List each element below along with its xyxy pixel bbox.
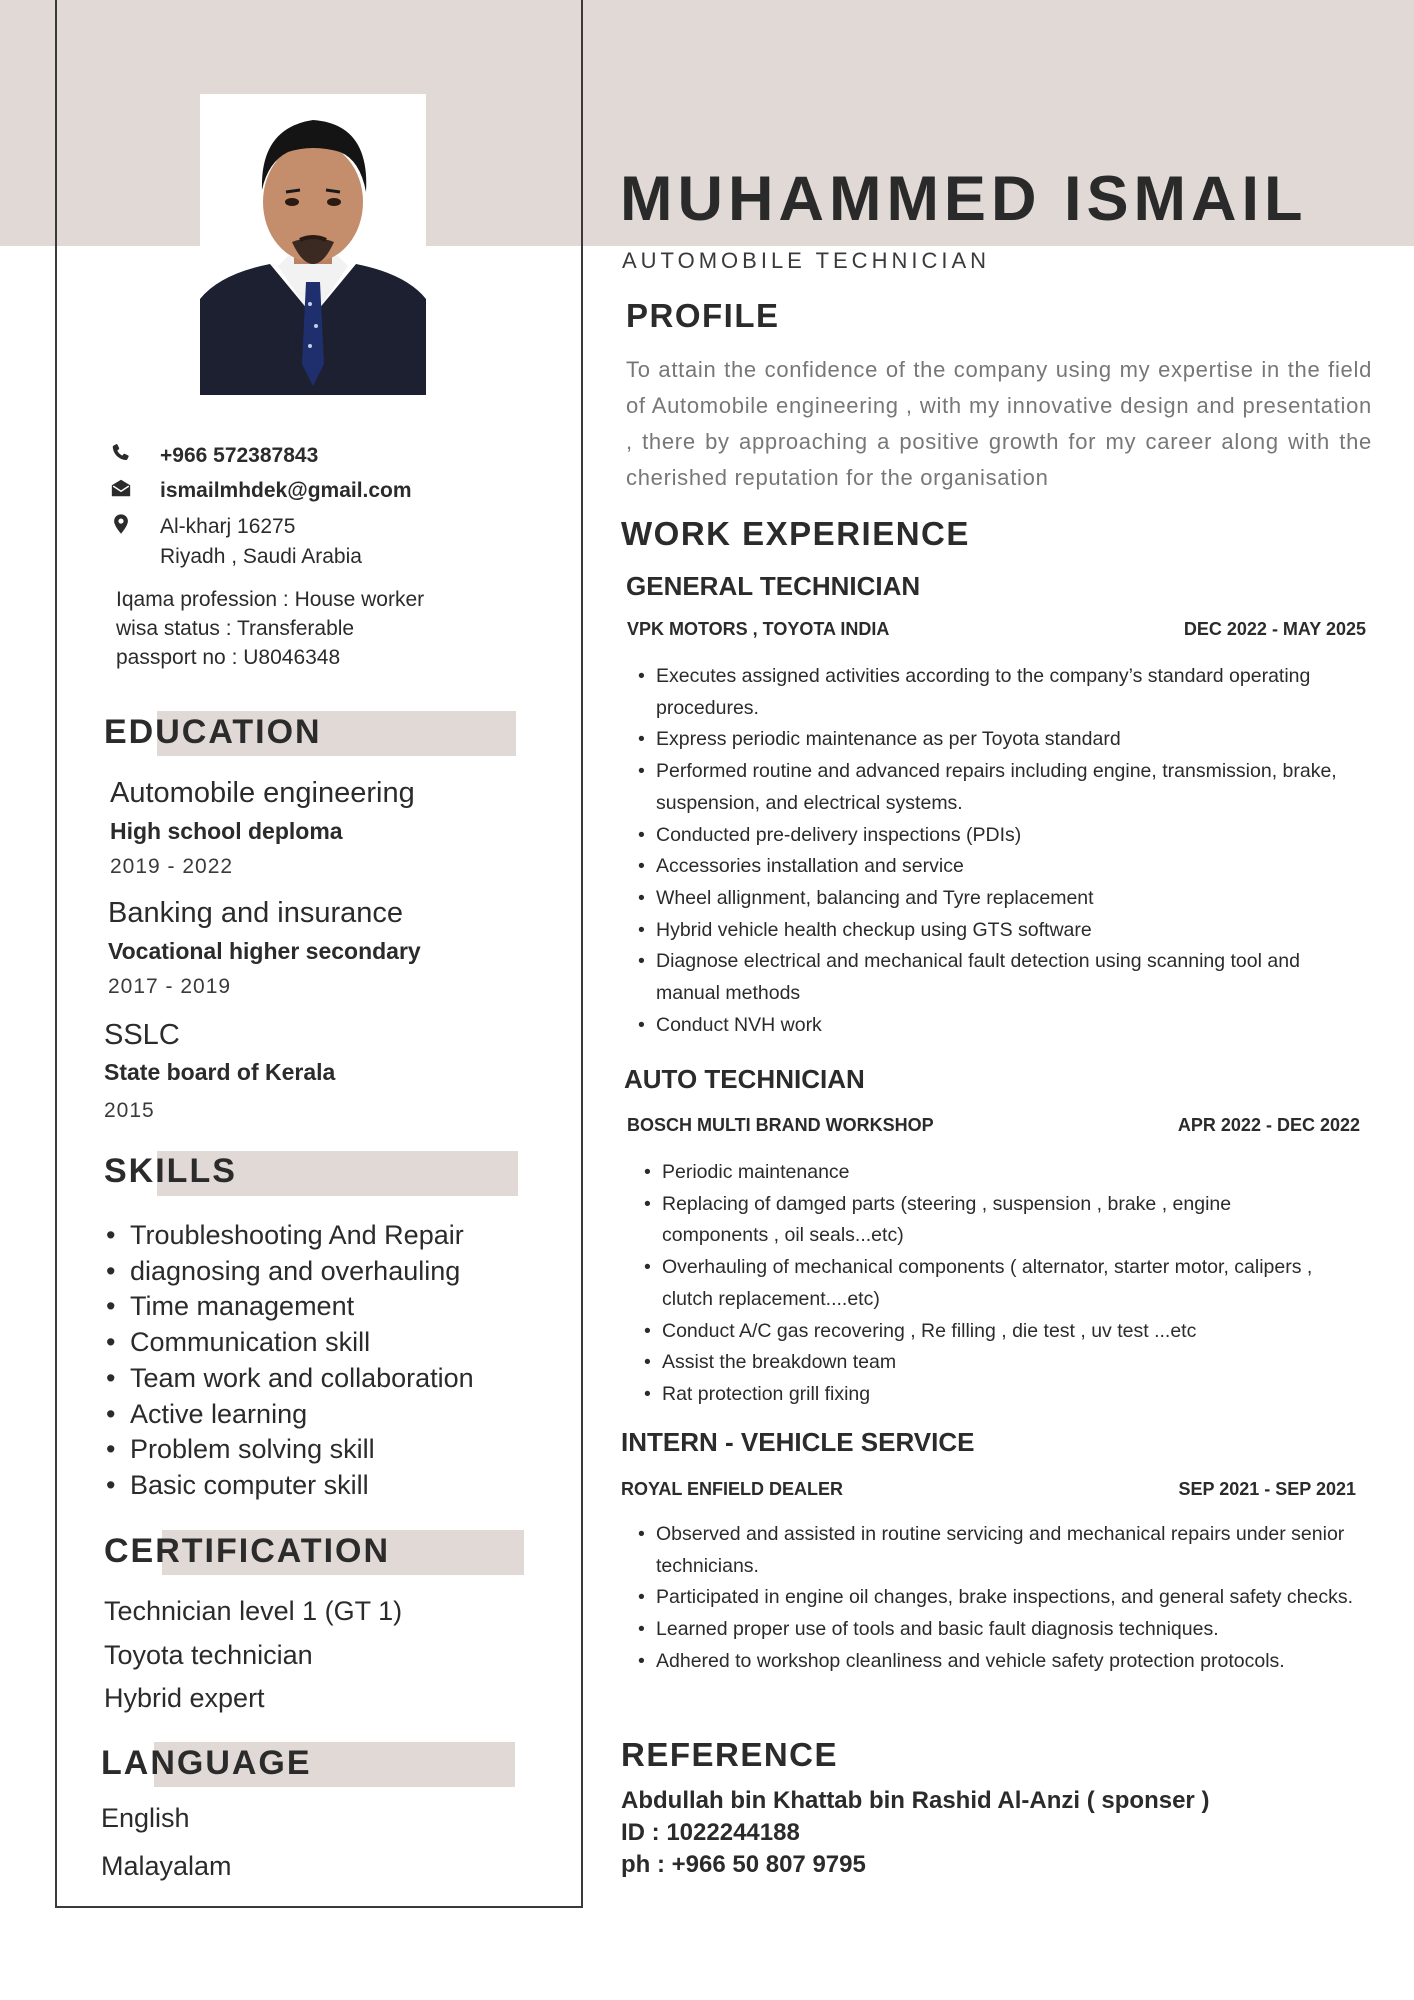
job-1-title: GENERAL TECHNICIAN	[626, 571, 921, 601]
list-item: • Rat protection grill fixing	[642, 1379, 1322, 1411]
job-1-dates: DEC 2022 - MAY 2025	[1183, 619, 1366, 639]
job-2-dates: APR 2022 - DEC 2022	[1177, 1115, 1360, 1135]
skills-list	[104, 1218, 474, 1504]
list-item: • Time management	[104, 1289, 474, 1325]
map-pin-icon	[110, 513, 136, 539]
list-item: • Participated in engine oil changes, brake inspections, and general safety checks.	[636, 1582, 1366, 1614]
list-item: • Active learning	[104, 1397, 474, 1433]
certification-item: Toyota technician	[104, 1640, 313, 1670]
list-item: • Wheel allignment, balancing and Tyre replacement	[636, 883, 1356, 915]
skills-heading: SKILLS	[104, 1152, 237, 1190]
list-item: • Problem solving skill	[104, 1432, 474, 1468]
job-3-duties	[636, 1519, 1366, 1678]
identity-details	[116, 585, 424, 672]
list-item: • Express periodic maintenance as per Toyota standard	[636, 724, 1356, 756]
contact-phone-row	[110, 441, 318, 471]
list-item: • Team work and collaboration	[104, 1361, 474, 1397]
profile-photo	[200, 94, 426, 395]
education-3-title: SSLC	[104, 1019, 180, 1051]
education-heading: EDUCATION	[104, 713, 322, 751]
certification-item: Hybrid expert	[104, 1683, 265, 1713]
address-line-1: Al-kharj 16275	[160, 515, 296, 538]
list-item: • Conduct A/C gas recovering , Re filling , die test , uv test ...etc	[642, 1316, 1322, 1348]
list-item: • Hybrid vehicle health checkup using GTS software	[636, 915, 1356, 947]
job-2-duties	[642, 1157, 1322, 1411]
list-item: • Basic computer skill	[104, 1468, 474, 1504]
list-item: • Adhered to workshop cleanliness and vehicle safety protection protocols.	[636, 1646, 1366, 1678]
job-3-company: ROYAL ENFIELD DEALER	[621, 1479, 844, 1499]
education-2-title: Banking and insurance	[108, 897, 404, 929]
education-1-subtitle: High school deploma	[110, 818, 343, 844]
envelope-icon	[110, 477, 136, 503]
work-experience-heading: WORK EXPERIENCE	[621, 515, 970, 552]
passport-number: passport no : U8046348	[116, 646, 341, 669]
reference-phone: ph : +966 50 807 9795	[621, 1851, 866, 1878]
job-2-company: BOSCH MULTI BRAND WORKSHOP	[627, 1115, 934, 1135]
job-3-title: INTERN - VEHICLE SERVICE	[621, 1427, 975, 1457]
list-item: • Communication skill	[104, 1325, 474, 1361]
language-item: English	[101, 1803, 190, 1833]
list-item: • Periodic maintenance	[642, 1157, 1322, 1189]
address-block	[160, 512, 362, 572]
education-3-years: 2015	[104, 1099, 155, 1122]
profile-summary: To attain the confidence of the company using my expertise in the field of Automobile engineering , with my innovative design and presentation , there by approaching a positive growth for my career along with the cherished reputation for the organisation	[626, 357, 1372, 490]
profile-heading: PROFILE	[626, 297, 780, 334]
address-line-2: Riyadh , Saudi Arabia	[160, 545, 362, 568]
reference-name: Abdullah bin Khattab bin Rashid Al-Anzi ( sponser )	[621, 1787, 1210, 1814]
education-2-subtitle: Vocational higher secondary	[108, 938, 421, 964]
contact-email-row	[110, 476, 412, 506]
reference-heading: REFERENCE	[621, 1736, 839, 1773]
candidate-name: MUHAMMED ISMAIL	[620, 164, 1308, 234]
iqama-profession: Iqama profession : House worker	[116, 588, 425, 611]
job-3-dates: SEP 2021 - SEP 2021	[1178, 1479, 1356, 1499]
list-item: • Observed and assisted in routine servicing and mechanical repairs under senior technicians.	[636, 1519, 1366, 1582]
education-1-title: Automobile engineering	[110, 777, 415, 809]
list-item: • Accessories installation and service	[636, 851, 1356, 883]
language-item: Malayalam	[101, 1851, 232, 1881]
list-item: • Executes assigned activities according to the company’s standard operating procedures.	[636, 661, 1356, 724]
job-2-title: AUTO TECHNICIAN	[624, 1064, 865, 1094]
certification-heading: CERTIFICATION	[104, 1532, 391, 1570]
education-3-subtitle: State board of Kerala	[104, 1059, 336, 1085]
list-item: • Conduct NVH work	[636, 1010, 1356, 1042]
phone-icon	[110, 442, 136, 468]
list-item: • Diagnose electrical and mechanical fault detection using scanning tool and manual methods	[636, 946, 1356, 1009]
job-1-company: VPK MOTORS , TOYOTA INDIA	[627, 619, 890, 639]
list-item: • Troubleshooting And Repair	[104, 1218, 474, 1254]
list-item: • Overhauling of mechanical components ( alternator, starter motor, calipers , clutch replacement....etc)	[642, 1252, 1322, 1315]
list-item: • diagnosing and overhauling	[104, 1254, 474, 1290]
list-item: • Performed routine and advanced repairs including engine, transmission, brake, suspension, and electrical systems.	[636, 756, 1356, 819]
email-address: ismailmhdek@gmail.com	[160, 479, 412, 502]
list-item: • Learned proper use of tools and basic fault diagnosis techniques.	[636, 1614, 1366, 1646]
visa-status: wisa status : Transferable	[116, 617, 355, 640]
phone-number: +966 572387843	[160, 444, 319, 467]
education-1-years: 2019 - 2022	[110, 855, 234, 878]
job-1-duties	[636, 661, 1356, 1041]
certification-item: Technician level 1 (GT 1)	[104, 1596, 403, 1626]
candidate-title: AUTOMOBILE TECHNICIAN	[622, 248, 991, 273]
reference-id: ID : 1022244188	[621, 1819, 800, 1846]
contact-address-row	[110, 512, 362, 572]
list-item: • Assist the breakdown team	[642, 1347, 1322, 1379]
list-item: • Replacing of damged parts (steering , suspension , brake , engine components , oil seals...etc)	[642, 1189, 1322, 1252]
language-heading: LANGUAGE	[101, 1744, 312, 1782]
list-item: • Conducted pre-delivery inspections (PDIs)	[636, 820, 1356, 852]
education-2-years: 2017 - 2019	[108, 975, 232, 998]
